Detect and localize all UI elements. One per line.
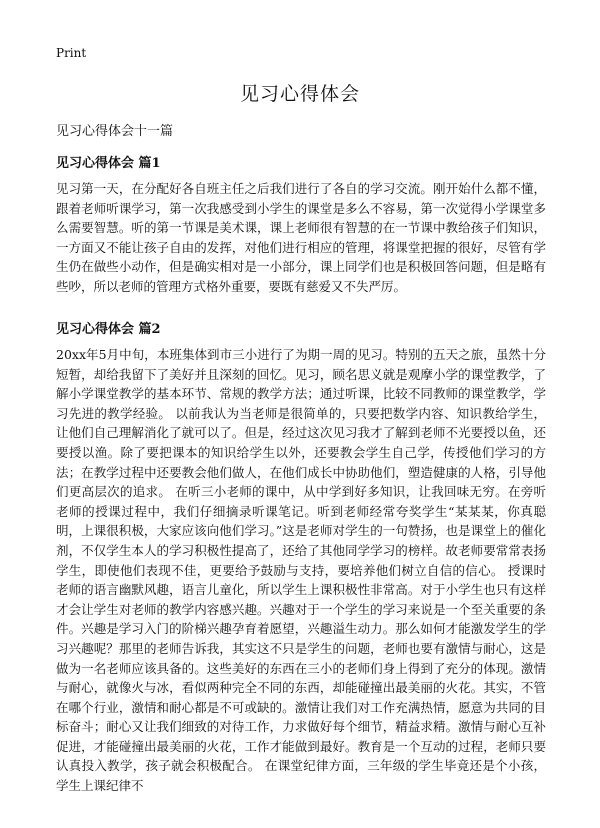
section-heading: 见习心得体会 篇2	[56, 322, 161, 337]
section-heading: 见习心得体会 篇1	[56, 156, 161, 171]
section-body: 见习第一天，在分配好各自班主任之后我们进行了各自的学习交流。刚开始什么都不懂，跟着老师听课学习，第一次我感受到小学生的课堂是多么不容易，第一次觉得小学课堂多么需要智慧。听的第一节课是美术课，课上老师很有智慧的在一节课中教给孩子们知识，一方面又不能让孩子自由的发挥，对他们进行相应的管理，将课堂把握的很好，尽管有学生仍在做些小动作，但是确实相对是一小部分，课上同学们也是积极回答问题，但是略有些吵，所以老师的管理方式格外重要，要既有慈爱又不失严厉。	[56, 181, 546, 294]
document-subtitle: 见习心得体会十一篇	[56, 124, 174, 139]
page-title: 见习心得体会	[239, 83, 360, 105]
section-1	[56, 152, 546, 297]
section-2	[56, 318, 546, 796]
section-body: 20xx年5月中旬，本班集体到市三小进行了为期一周的见习。特别的五天之旅，虽然十分短暂，却给我留下了美好并且深刻的回忆。见习，顾名思义就是观摩小学的课堂教学，了解小学课堂教学的基本环节、常规的教学方法；通过听课，比较不同教师的课堂教学，学习先进的教学经验。 以前我认为当老师是很简单的，只要把数学内容、知识教给学生，让他们自己理解消化了就可以了。但是，经过这次见习我才了解到老师不光要授以鱼，还要授以渔。除了要把课本的知识给学生以外，还要教会学生自己学，传授他们学习的方法；在教学过程中还要教会他们做人，在他们成长中协助他们，塑造健康的人格，引导他们更高层次的追求。 在听三小老师的课中，从中学到好多知识，让我回味无穷。在旁听老师的授课过程中，我们仔细摘录听课笔记。听到老师经常夸奖学生“某某某，你真聪明，上课很积极，大家应该向他们学习。”这是老师对学生的一句赞扬，也是课堂上的催化剂，不仅学生本人的学习积极性提高了，还给了其他同学学习的榜样。故老师要常常表扬学生，即使他们表现不佳，更要给予鼓励与支持，要培养他们树立自信的信心。 授课时老师的语言幽默风趣，语言儿童化，所以学生上课积极性非常高。对于小学生也只有这样才会让学生对老师的教学内容感兴趣。兴趣对于一个学生的学习来说是一个至关重要的条件。兴趣是学习入门的阶梯兴趣孕育着愿望，兴趣溢生动力。那么如何才能激发学生的学习兴趣呢？那里的老师告诉我，其实这不只是学生的问题，老师也要有激情与耐心，这是做为一名老师应该具备的。这些美好的东西在三小的老师们身上得到了充分的体现。激情与耐心，就像火与冰，看似两种完全不同的东西，却能碰撞出最美丽的火花。其实，不管在哪个行业，激情和耐心都是不可或缺的。激情让我们对工作充满热情，愿意为共同的目标奋斗；耐心又让我们细致的对待工作，力求做好每个细节，精益求精。激情与耐心互补促进，才能碰撞出最美丽的火花，工作才能做到最好。教育是一个互动的过程，老师只要认真投入教学，孩子就会积极配合。 在课堂纪律方面，三年级的学生毕竟还是个小孩，学生上课纪律不	[56, 347, 546, 794]
print-link[interactable]: Print	[56, 46, 87, 60]
